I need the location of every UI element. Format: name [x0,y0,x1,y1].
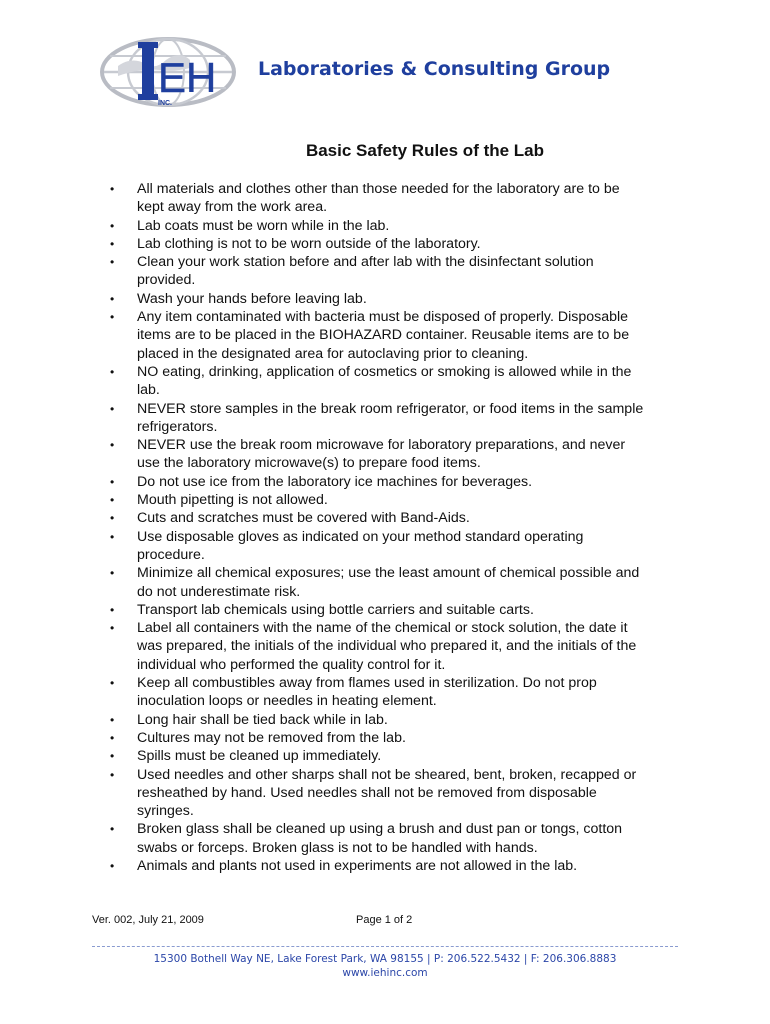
bullet-icon: • [110,621,115,636]
safety-rules-list [110,180,680,875]
bullet-icon: • [110,291,115,306]
rule-line: swabs or forceps. Broken glass is not to be handled with hands. [137,839,538,856]
rule-line: Label all containers with the name of the chemical or stock solution, the date it [137,620,628,637]
list-item [110,564,680,601]
rule-line: Use disposable gloves as indicated on your method standard operating [137,528,584,545]
company-logo [98,36,238,108]
rule-line: Lab coats must be worn while in the lab. [137,217,390,234]
footer-divider [92,946,678,947]
bullet-icon: • [110,767,115,782]
bullet-icon: • [110,858,115,873]
bullet-icon: • [110,493,115,508]
list-item [110,180,680,217]
rule-line: syringes. [137,803,194,820]
rule-line: Clean your work station before and after lab with the disinfectant solution [137,254,594,271]
bullet-icon: • [110,438,115,453]
rule-line: Mouth pipetting is not allowed. [137,492,328,509]
rule-line: placed in the designated area for autoclaving prior to cleaning. [137,345,529,362]
list-item [110,729,680,747]
page-number: Page 1 of 2 [356,914,413,926]
logo-inc: INC. [158,100,172,107]
list-item [110,528,680,565]
rule-line: NO eating, drinking, application of cosmetics or smoking is allowed while in the [137,363,632,380]
rule-line: Spills must be cleaned up immediately. [137,748,382,765]
rule-line: NEVER use the break room microwave for laboratory preparations, and never [137,437,626,454]
bullet-icon: • [110,602,115,617]
letterhead [98,36,698,108]
rule-line: Keep all combustibles away from flames used in sterilization. Do not prop [137,675,597,692]
list-item [110,674,680,711]
rule-line: kept away from the work area. [137,199,328,216]
logo-letter-i [142,42,154,100]
list-item [110,747,680,765]
list-item [110,363,680,400]
list-item [110,473,680,491]
list-item [110,509,680,527]
list-item [110,601,680,619]
bullet-icon: • [110,218,115,233]
bullet-icon: • [110,182,115,196]
rule-line: Lab clothing is not to be worn outside of the laboratory. [137,235,481,252]
list-item [110,235,680,253]
list-item [110,619,680,674]
list-item [110,820,680,857]
bullet-icon: • [110,364,115,379]
footer-website[interactable]: www.iehinc.com [342,967,428,979]
rule-line: Long hair shall be tied back while in lab. [137,711,388,728]
rule-line: Any item contaminated with bacteria must be disposed of properly. Disposable [137,309,629,326]
rule-line: lab. [137,382,160,399]
rule-line: resheathed by hand. Used needles shall not be removed from disposable [137,784,597,801]
footer-contact [0,952,770,980]
rule-line: inoculation loops or needles in heating element. [137,693,437,710]
list-item [110,290,680,308]
bullet-icon: • [110,529,115,544]
rule-line: Animals and plants not used in experiments are not allowed in the lab. [137,857,578,874]
rule-line: do not underestimate risk. [137,583,301,600]
list-item [110,857,680,875]
list-item [110,400,680,437]
rule-line: Wash your hands before leaving lab. [137,290,367,307]
list-item [110,436,680,473]
rule-line: items are to be placed in the BIOHAZARD container. Reusable items are to be [137,327,630,344]
company-name: Laboratories & Consulting Group [258,58,611,80]
list-item [110,711,680,729]
rule-line: Cultures may not be removed from the lab. [137,729,406,746]
bullet-icon: • [110,401,115,416]
rule-line: Broken glass shall be cleaned up using a brush and dust pan or tongs, cotton [137,821,623,838]
rule-line: Transport lab chemicals using bottle carriers and suitable carts. [137,601,534,618]
bullet-icon: • [110,511,115,526]
rule-line: Used needles and other sharps shall not be sheared, bent, broken, recapped or [137,766,637,783]
bullet-icon: • [110,730,115,745]
rule-line: provided. [137,272,196,289]
bullet-icon: • [110,822,115,837]
list-item [110,308,680,363]
bullet-icon: • [110,712,115,727]
logo-letters: EH [158,54,217,101]
rule-line: procedure. [137,546,205,563]
rule-line: use the laboratory microwave(s) to prepare food items. [137,455,481,472]
rule-line: was prepared, the initials of the individual who prepared it, and the initials of the [137,638,637,655]
list-item [110,766,680,821]
bullet-icon: • [110,474,115,489]
rule-line: Cuts and scratches must be covered with Band-Aids. [137,510,470,527]
bullet-icon: • [110,255,115,270]
rule-line: Minimize all chemical exposures; use the least amount of chemical possible and [137,565,640,582]
bullet-icon: • [110,236,115,251]
document-title: Basic Safety Rules of the Lab [305,141,545,160]
list-item [110,491,680,509]
rule-line: All materials and clothes other than those needed for the laboratory are to be [137,181,620,197]
list-item [110,217,680,235]
rule-line: refrigerators. [137,418,218,435]
version-date: Ver. 002, July 21, 2009 [92,914,204,926]
footer-address: 15300 Bothell Way NE, Lake Forest Park, WA 98155 | P: 206.522.5432 | F: 206.306.8883 [153,953,617,965]
rule-line: Do not use ice from the laboratory ice machines for beverages. [137,473,533,490]
bullet-icon: • [110,566,115,581]
rule-line: NEVER store samples in the break room refrigerator, or food items in the sample [137,400,644,417]
list-item [110,253,680,290]
bullet-icon: • [110,676,115,691]
rule-line: individual who performed the quality control for it. [137,656,446,673]
bullet-icon: • [110,310,115,325]
bullet-icon: • [110,749,115,764]
